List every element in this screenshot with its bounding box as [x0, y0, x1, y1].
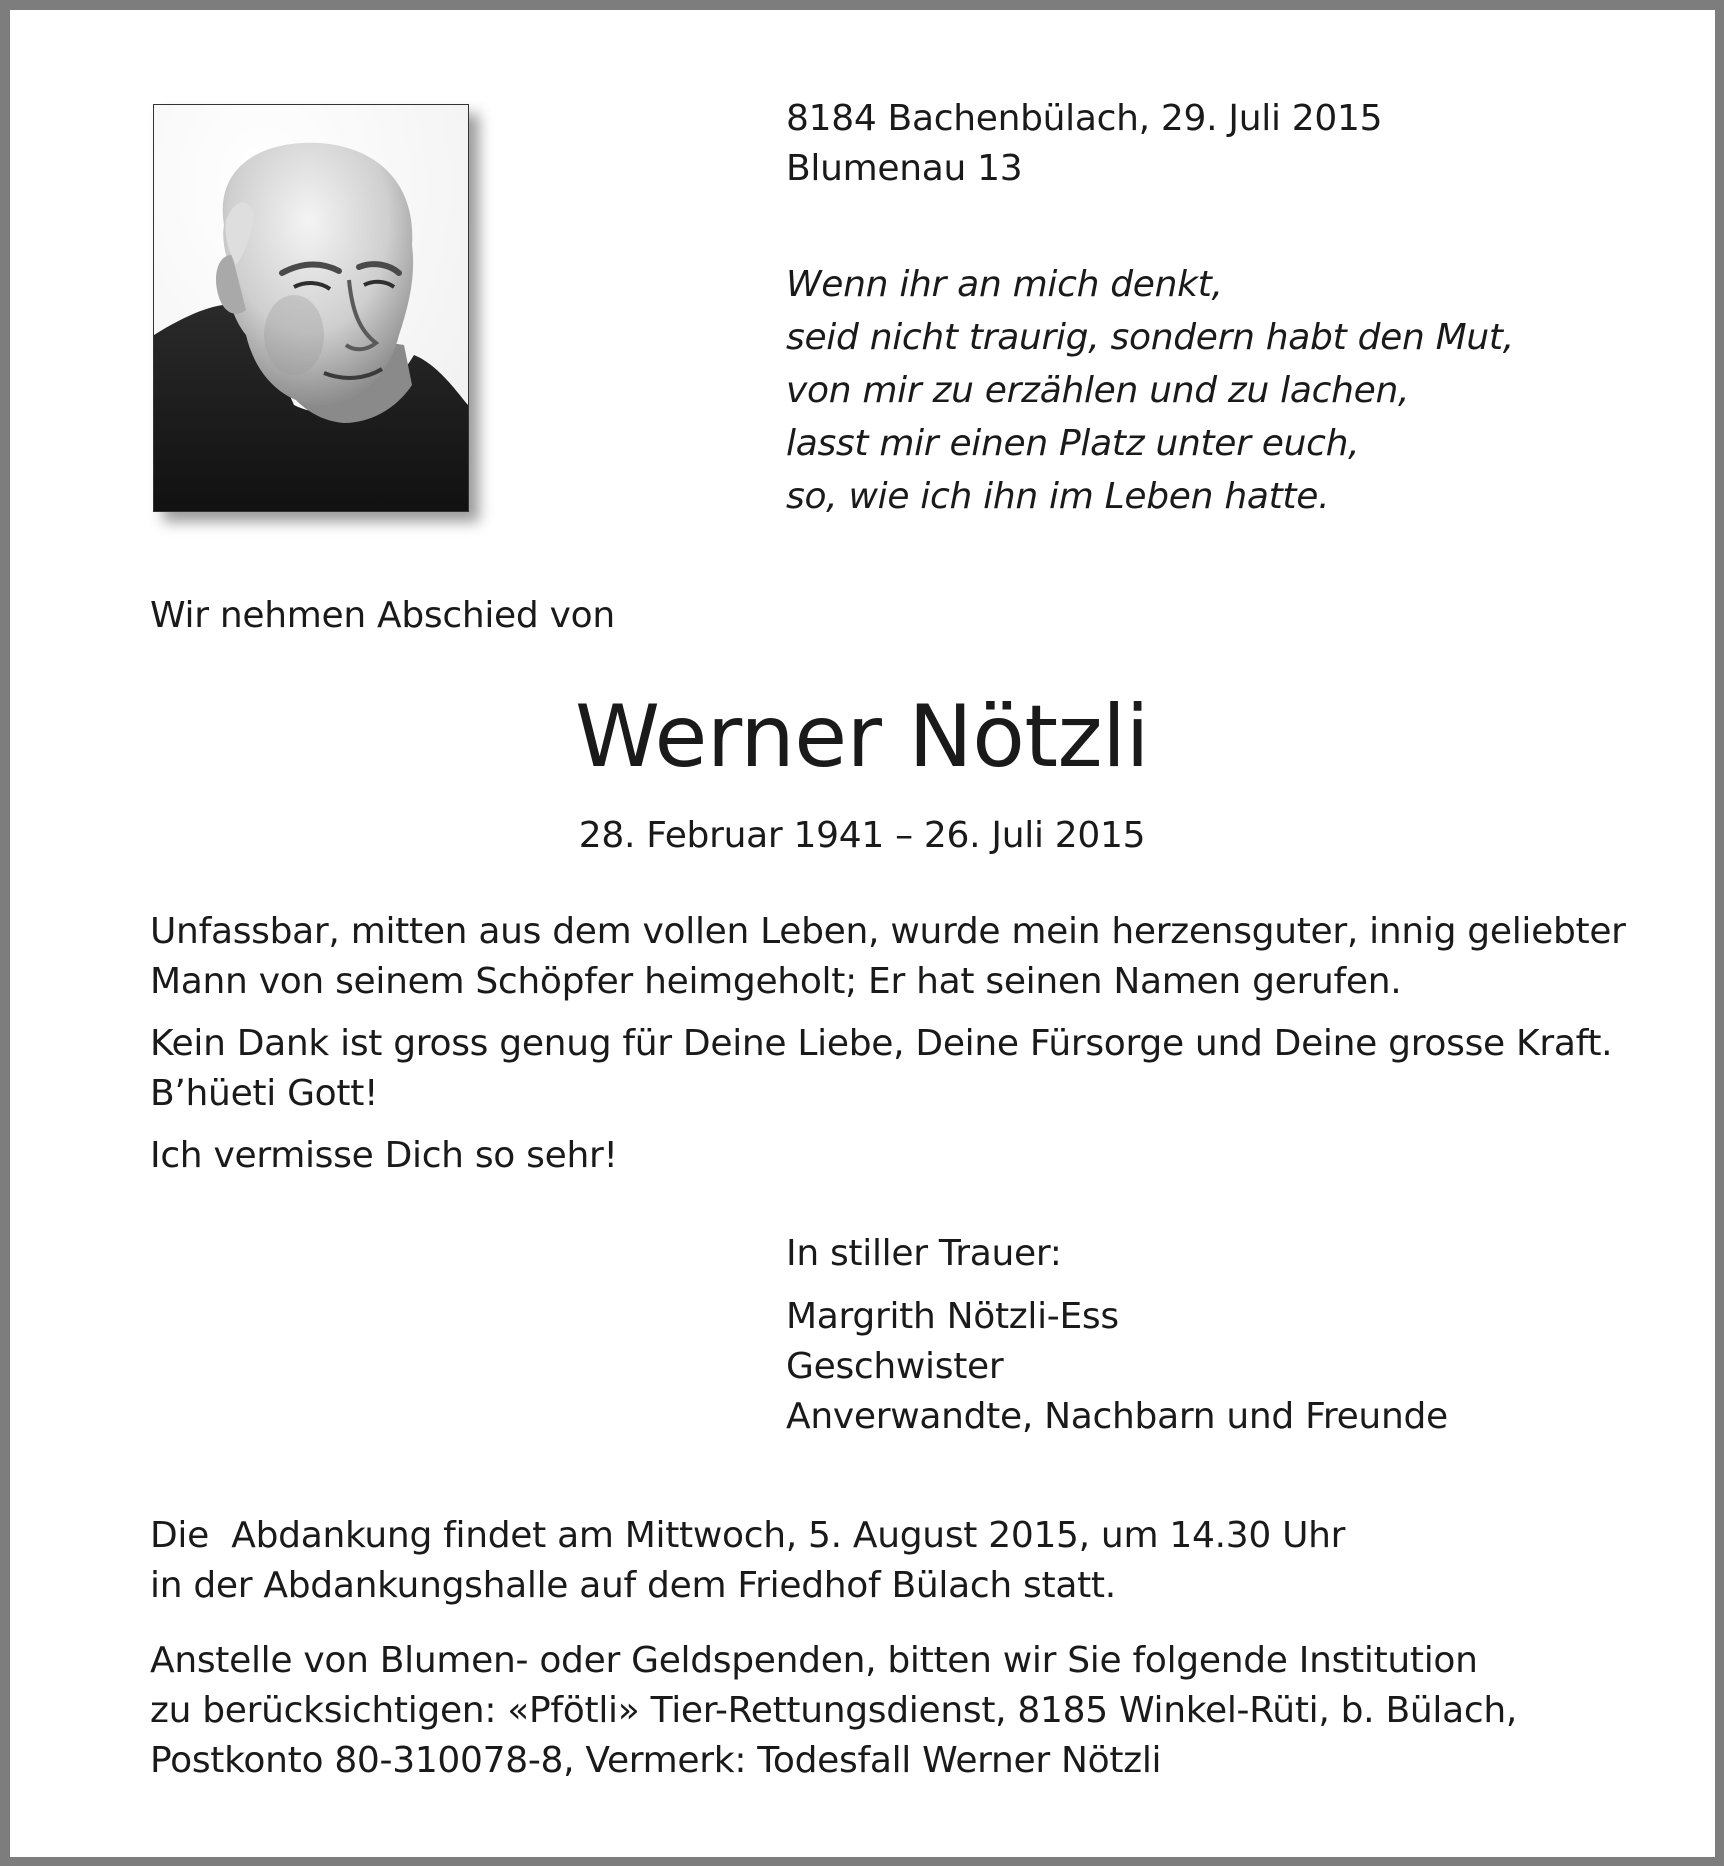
poem-line: von mir zu erzählen und zu lachen,	[786, 370, 1410, 411]
deceased-name: Werner Nötzli	[575, 687, 1149, 787]
portrait-photo	[153, 104, 469, 512]
message-line: Mann von seinem Schöpfer heimgeholt; Er hat seinen Namen gerufen.	[150, 961, 1402, 1002]
place-date: 8184 Bachenbülach, 29. Juli 2015	[786, 98, 1383, 139]
donation-line: Anstelle von Blumen- oder Geldspenden, bitten wir Sie folgende Institution	[150, 1640, 1478, 1681]
message-line: B’hüeti Gott!	[150, 1073, 379, 1114]
mourner-name: Margrith Nötzli-Ess	[786, 1296, 1119, 1337]
poem-line: so, wie ich ihn im Leben hatte.	[786, 476, 1330, 517]
service-info	[150, 1511, 1345, 1611]
message-line: Kein Dank ist gross genug für Deine Liebe, Deine Fürsorge und Deine grosse Kraft.	[150, 1023, 1613, 1064]
mourners-list	[786, 1292, 1448, 1442]
message-line: Unfassbar, mitten aus dem vollen Leben, wurde mein herzensguter, innig geliebter	[150, 911, 1626, 952]
donation-line: Postkonto 80-310078-8, Vermerk: Todesfall Werner Nötzli	[150, 1740, 1162, 1781]
life-dates: 28. Februar 1941 – 26. Juli 2015	[578, 815, 1146, 856]
message-paragraph	[150, 907, 1626, 1007]
poem-line: lasst mir einen Platz unter euch,	[786, 423, 1360, 464]
message-block	[150, 907, 1626, 1181]
message-paragraph	[150, 1019, 1626, 1119]
poem	[786, 258, 1514, 523]
header-block	[786, 94, 1382, 194]
donation-info	[150, 1636, 1517, 1786]
service-line: in der Abdankungshalle auf dem Friedhof Bülach statt.	[150, 1565, 1116, 1606]
message-line: Ich vermisse Dich so sehr!	[150, 1135, 618, 1176]
farewell-intro: Wir nehmen Abschied von	[150, 595, 615, 636]
donation-line: zu berücksichtigen: «Pfötli» Tier-Rettungsdienst, 8185 Winkel-Rüti, b. Bülach,	[150, 1690, 1517, 1731]
service-line: Die Abdankung findet am Mittwoch, 5. August 2015, um 14.30 Uhr	[150, 1515, 1346, 1556]
address: Blumenau 13	[786, 148, 1023, 189]
mourning-heading: In stiller Trauer:	[786, 1233, 1062, 1274]
poem-line: seid nicht traurig, sondern habt den Mut,	[786, 317, 1514, 358]
poem-line: Wenn ihr an mich denkt,	[786, 264, 1223, 305]
mourner-name: Geschwister	[786, 1346, 1004, 1387]
mourner-name: Anverwandte, Nachbarn und Freunde	[786, 1396, 1448, 1437]
portrait-illustration	[154, 105, 468, 511]
